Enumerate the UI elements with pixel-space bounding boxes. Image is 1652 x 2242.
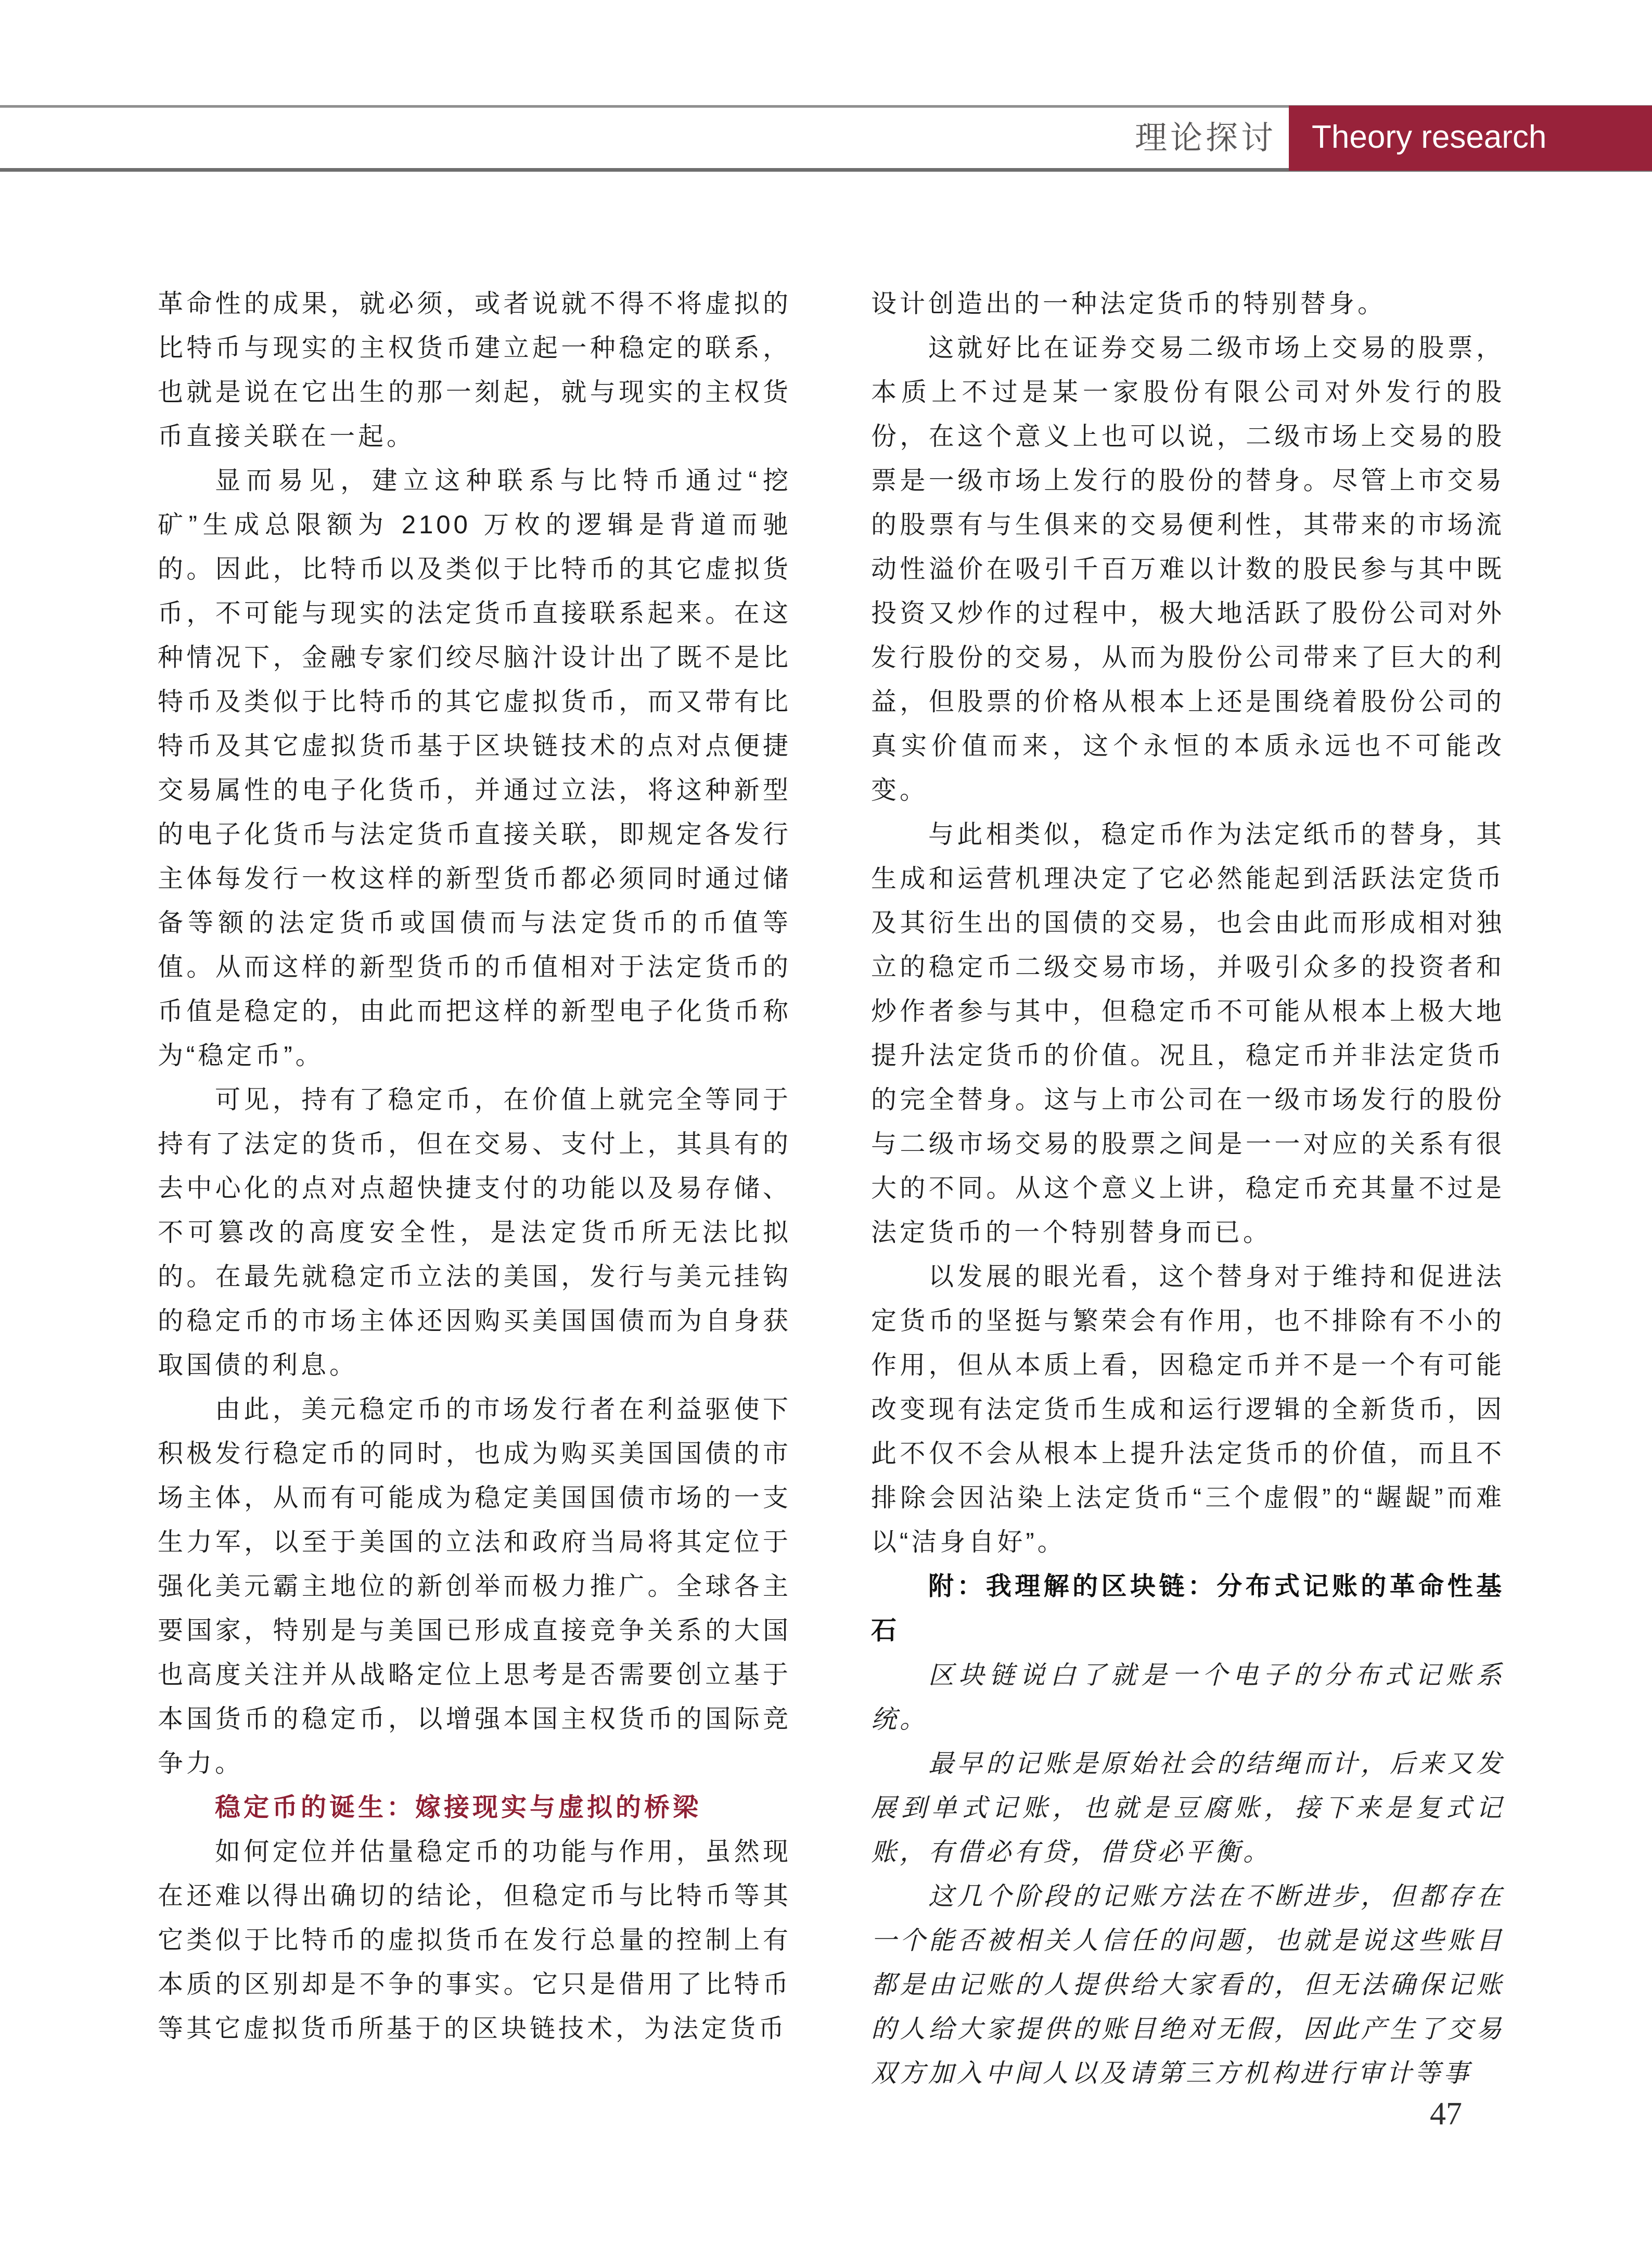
- paragraph: 显而易见，建立这种联系与比特币通过“挖矿”生成总限额为 2100 万枚的逻辑是背道而驰的。因此，比特币以及类似于比特币的其它虚拟货币，不可能与现实的法定货币直接联系起来。在这种情况下，金融专家们绞尽脑汁设计出了既不是比特币及类似于比特币的其它虚拟货币，而又带有比特币及其它虚拟货币基于区块链技术的点对点便捷交易属性的电子化货币，并通过立法，将这种新型的电子化货币与法定货币直接关联，即规定各发行主体每发行一枚这样的新型货币都必须同时通过储备等额的法定货币或国债而与法定货币的币值等值。从而这样的新型货币的币值相对于法定货币的币值是稳定的，由此而把这样的新型电子化货币称为“稳定币”。: [158, 467, 791, 1070]
- text-column-right: [871, 282, 1505, 2095]
- appendix-heading: 附：我理解的区块链：分布式记账的革命性基石: [871, 1572, 1505, 1645]
- paragraph: 这就好比在证券交易二级市场上交易的股票，本质上不过是某一家股份有限公司对外发行的股份，在这个意义上也可以说，二级市场上交易的股票是一级市场上发行的股份的替身。尽管上市交易的股票有与生俱来的交易便利性，其带来的市场流动性溢价在吸引千百万难以计数的股民参与其中既投资又炒作的过程中，极大地活跃了股份公司对外发行股份的交易，从而为股份公司带来了巨大的利益，但股票的价格从根本上还是围绕着股份公司的真实价值而来，这个永恒的本质永远也不可能改变。: [871, 334, 1505, 804]
- paragraph: 革命性的成果，就必须，或者说就不得不将虚拟的比特币与现实的主权货币建立起一种稳定的联系，也就是说在它出生的那一刻起，就与现实的主权货币直接关联在一起。: [158, 290, 791, 451]
- paragraph: 这几个阶段的记账方法在不断进步，但都存在一个能否被相关人信任的问题，也就是说这些账目都是由记账的人提供给大家看的，但无法确保记账的人给大家提供的账目绝对无假，因此产生了交易双方加入中间人以及请第三方机构进行审计等事: [871, 1881, 1505, 2088]
- text-column-left: [158, 282, 791, 2051]
- section-title-chinese: 理论探讨: [1134, 120, 1276, 156]
- paragraph: 由此，美元稳定币的市场发行者在利益驱使下积极发行稳定币的同时，也成为购买美国国债的市场主体，从而有可能成为稳定美国国债市场的一支生力军，以至于美国的立法和政府当局将其定位于强化美元霸主地位的新创举而极力推广。全球各主要国家，特别是与美国已形成直接竞争关系的大国也高度关注并从战略定位上思考是否需要创立基于本国货币的稳定币，以增强本国主权货币的国际竞争力。: [158, 1395, 791, 1777]
- paragraph: 区块链说白了就是一个电子的分布式记账系统。: [871, 1660, 1505, 1734]
- paragraph: 设计创造出的一种法定货币的特别替身。: [871, 290, 1387, 318]
- red-subheading: 稳定币的诞生：嫁接现实与虚拟的桥梁: [215, 1793, 702, 1822]
- paragraph: 最早的记账是原始社会的结绳而计，后来又发展到单式记账，也就是豆腐账，接下来是复式记账，有借必有贷，借贷必平衡。: [871, 1749, 1505, 1867]
- paragraph: 与此相类似，稳定币作为法定纸币的替身，其生成和运营机理决定了它必然能起到活跃法定货币及其衍生出的国债的交易，也会由此而形成相对独立的稳定币二级交易市场，并吸引众多的投资者和炒作者参与其中，但稳定币不可能从根本上极大地提升法定货币的价值。况且，稳定币并非法定货币的完全替身。这与上市公司在一级市场发行的股份与二级市场交易的股票之间是一一对应的关系有很大的不同。从这个意义上讲，稳定币充其量不过是法定货币的一个特别替身而已。: [871, 821, 1505, 1247]
- paragraph: 如何定位并估量稳定币的功能与作用，虽然现在还难以得出确切的结论，但稳定币与比特币等其它类似于比特币的虚拟货币在发行总量的控制上有本质的区别却是不争的事实。它只是借用了比特币等其它虚拟货币所基于的区块链技术，为法定货币: [158, 1838, 791, 2043]
- page-number: 47: [1430, 2096, 1462, 2132]
- paragraph: 可见，持有了稳定币，在价值上就完全等同于持有了法定的货币，但在交易、支付上，其具有的去中心化的点对点超快捷支付的功能以及易存储、不可篡改的高度安全性，是法定货币所无法比拟的。在最先就稳定币立法的美国，发行与美元挂钩的稳定币的市场主体还因购买美国国债而为自身获取国债的利息。: [158, 1086, 791, 1379]
- section-title-english: Theory research: [1312, 119, 1547, 155]
- paragraph: 以发展的眼光看，这个替身对于维持和促进法定货币的坚挺与繁荣会有作用，也不排除有不小的作用，但从本质上看，因稳定币并不是一个有可能改变现有法定货币生成和运行逻辑的全新货币，因此不仅不会从根本上提升法定货币的价值，而且不排除会因沾染上法定货币“三个虚假”的“龌龊”而难以“洁身自好”。: [871, 1263, 1505, 1556]
- section-title-box: [1289, 106, 1652, 171]
